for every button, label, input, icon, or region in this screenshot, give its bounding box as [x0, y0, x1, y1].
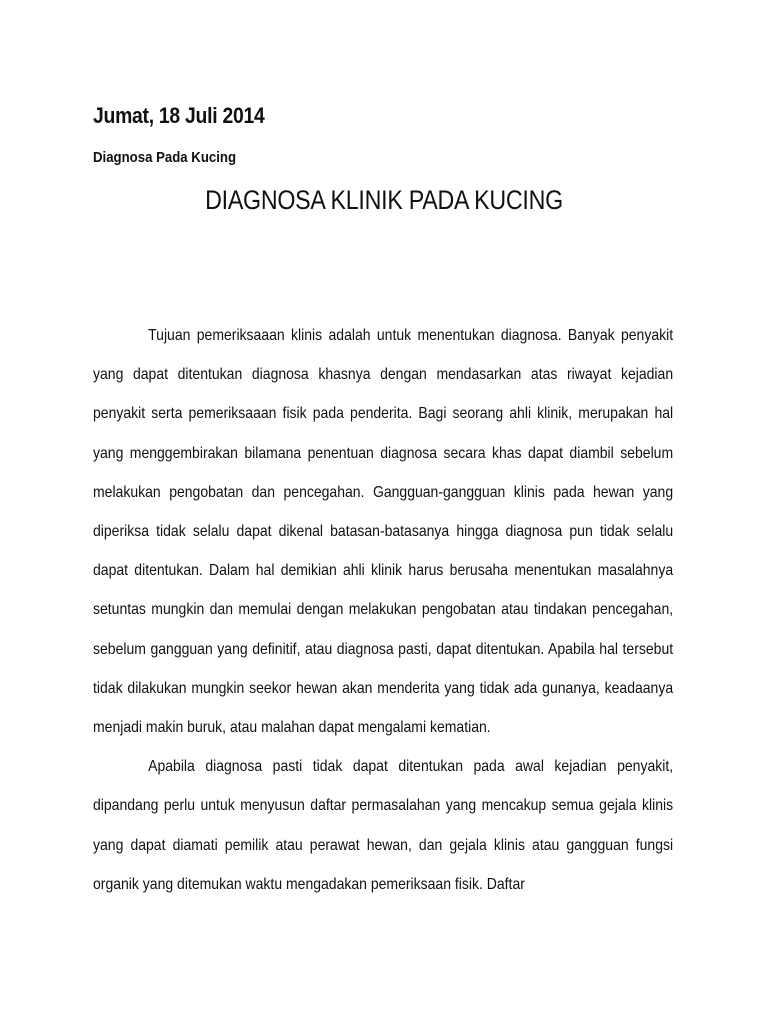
document-title-text: DIAGNOSA KLINIK PADA KUCING [205, 185, 563, 215]
body-paragraph: Tujuan pemeriksaaan klinis adalah untuk menentukan diagnosa. Banyak penyakit yang dapat ditentukan diagnosa khasnya dengan mendasarkan atas riwayat kejadian penyakit serta pemeriksaaan fisik pada penderita. Bagi seorang ahli klinik, merupakan hal yang menggembirakan bilamana penentuan diagnosa secara khas dapat diambil sebelum melakukan pengobatan dan pencegahan. Gangguan-gangguan klinis pada hewan yang diperiksa tidak selalu dapat dikenal batasan-batasanya hingga diagnosa pun tidak selalu dapat ditentukan. Dalam hal demikian ahli klinik harus berusaha menentukan masalahnya setuntas mungkin dan memulai dengan melakukan pengobatan atau tindakan pencegahan, sebelum gangguan yang definitif, atau diagnosa pasti, dapat ditentukan. Apabila hal tersebut tidak dilakukan mungkin seekor hewan akan menderita yang tidak ada gunanya, keadaanya menjadi makin buruk, atau malahan dapat mengalami kematian. [93, 327, 674, 737]
post-date-heading: Jumat, 18 Juli 2014 [93, 103, 265, 128]
document-title [0, 185, 768, 216]
body-paragraph: Apabila diagnosa pasti tidak dapat ditentukan pada awal kejadian penyakit, dipandang perlu untuk menyusun daftar permasalahan yang mencakup semua gejala klinis yang dapat diamati pemilik atau perawat hewan, dan gejala klinis atau gangguan fungsi organik yang ditemukan waktu mengadakan pemeriksaan fisik. Daftar [93, 758, 674, 893]
post-label: Diagnosa Pada Kucing [93, 149, 237, 166]
document-body [93, 316, 673, 904]
